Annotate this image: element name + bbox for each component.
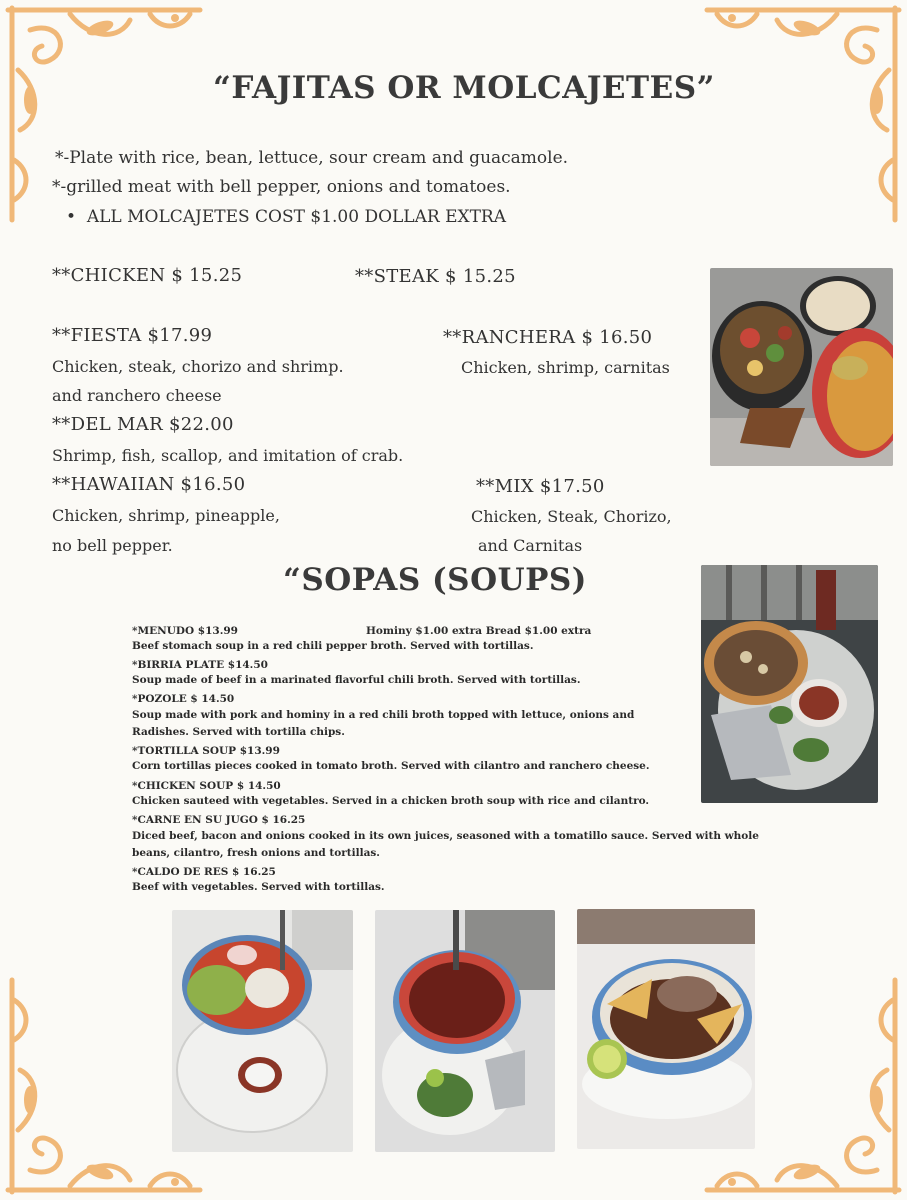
mix-desc-2: and Carnitas (478, 536, 583, 555)
bullet-dot-icon: • (66, 207, 87, 227)
birria-desc: Soup made of beef in a marinated flavorful chili broth. Served with tortillas. (132, 674, 581, 686)
item-fiesta: **FIESTA $17.99 (52, 325, 213, 346)
carne-desc-2: beans, cilantro, fresh onions and tortillas. (132, 847, 380, 859)
item-del-mar: **DEL MAR $22.00 (52, 414, 234, 435)
soup-menudo: *MENUDO $13.99 (132, 625, 238, 637)
hawaiian-desc-2: no bell pepper. (52, 536, 173, 555)
hawaiian-desc-1: Chicken, shrimp, pineapple, (52, 506, 280, 525)
fajita-photo (710, 268, 893, 466)
soups-title: “SOPAS (SOUPS) (283, 562, 587, 598)
molcajete-note: ALL MOLCAJETES COST $1.00 DOLLAR EXTRA (86, 207, 506, 227)
item-mix: **MIX $17.50 (476, 476, 605, 497)
caldo-desc: Beef with vegetables. Served with tortillas. (132, 881, 385, 893)
chicken-soup-desc: Chicken sauteed with vegetables. Served in a chicken broth soup with rice and cilantro. (132, 795, 650, 807)
item-steak: **STEAK $ 15.25 (355, 266, 516, 287)
soup-chicken: *CHICKEN SOUP $ 14.50 (132, 780, 281, 792)
fajitas-note-2: *-grilled meat with bell pepper, onions and tomatoes. (52, 177, 511, 197)
soup-birria: *BIRRIA PLATE $14.50 (132, 659, 268, 671)
pozole-desc-2: Radishes. Served with tortilla chips. (132, 726, 345, 738)
ornament-top-right (697, 0, 907, 230)
soup-carne-en-su-jugo: *CARNE EN SU JUGO $ 16.25 (132, 814, 306, 826)
fiesta-desc-1: Chicken, steak, chorizo and shrimp. (52, 357, 344, 376)
fajitas-title: “FAJITAS OR MOLCAJETES” (213, 70, 715, 106)
pozole-photo (172, 910, 353, 1152)
soup-pozole: *POZOLE $ 14.50 (132, 693, 235, 705)
item-ranchera: **RANCHERA $ 16.50 (443, 327, 653, 348)
menudo-photo (701, 565, 878, 803)
soup-tortilla: *TORTILLA SOUP $13.99 (132, 745, 280, 757)
mix-desc-1: Chicken, Steak, Chorizo, (471, 507, 672, 526)
menudo-bowl-photo (375, 910, 555, 1152)
item-hawaiian: **HAWAIIAN $16.50 (52, 474, 246, 495)
molcajete-bullet (66, 207, 506, 227)
tortilla-desc: Corn tortillas pieces cooked in tomato broth. Served with cilantro and ranchero cheese. (132, 760, 650, 772)
ranchera-desc: Chicken, shrimp, carnitas (461, 358, 670, 377)
pozole-desc-1: Soup made with pork and hominy in a red chili broth topped with lettuce, onions and (132, 709, 635, 721)
fiesta-desc-2: and ranchero cheese (52, 386, 222, 405)
menudo-desc: Beef stomach soup in a red chili pepper broth. Served with tortillas. (132, 640, 534, 652)
del-mar-desc: Shrimp, fish, scallop, and imitation of crab. (52, 446, 404, 465)
soup-caldo-de-res: *CALDO DE RES $ 16.25 (132, 866, 276, 878)
birria-photo (577, 909, 755, 1149)
carne-desc-1: Diced beef, bacon and onions cooked in its own juices, seasoned with a tomatillo sauce. Served with whole (132, 830, 759, 842)
item-chicken: **CHICKEN $ 15.25 (52, 265, 243, 286)
fajitas-note-1: *-Plate with rice, bean, lettuce, sour cream and guacamole. (55, 148, 569, 168)
menudo-extras: Hominy $1.00 extra Bread $1.00 extra (366, 625, 592, 637)
